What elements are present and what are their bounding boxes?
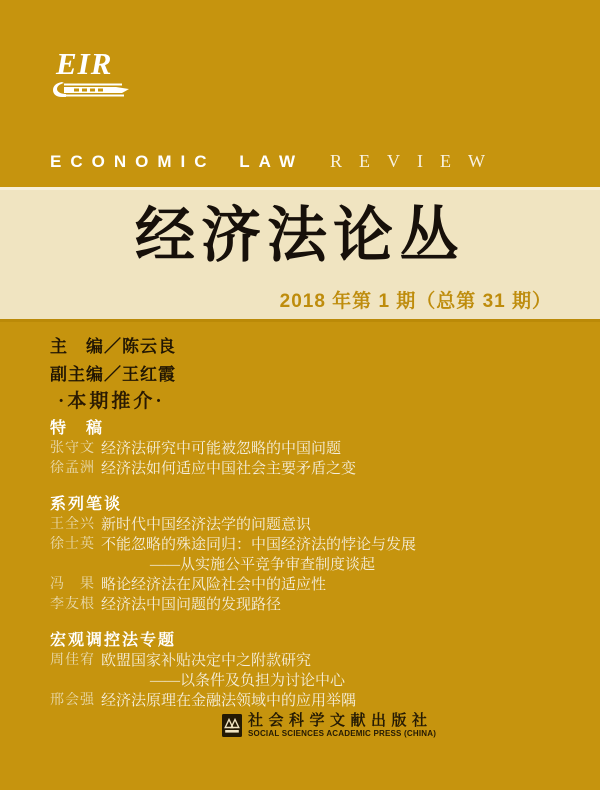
toc-entry-subtitle: ——以条件及负担为讨论中心 [150, 673, 346, 689]
journal-logo [56, 48, 146, 99]
toc-entry-subtitle: ——从实施公平竞争审查制度谈起 [150, 557, 376, 573]
table-of-contents [50, 392, 555, 711]
toc-section-heading: 宏观调控法专题 [50, 632, 177, 649]
issue-number: 2018 年第 1 期（总第 31 期） [279, 291, 552, 312]
deputy-editor: 副主编／王红霞 [50, 365, 176, 384]
journal-logo-text: EIR [56, 46, 113, 81]
editors-block [50, 333, 176, 389]
toc-entry-title: 经济法中国问题的发现路径 [101, 597, 282, 613]
title-band [0, 187, 600, 322]
toc-entry-title: 新时代中国经济法学的问题意识 [101, 517, 312, 533]
toc-entry-title: 经济法如何适应中国社会主要矛盾之变 [101, 461, 357, 477]
english-title [50, 151, 560, 172]
toc-entry [50, 575, 555, 595]
toc-entry-title: 略论经济法在风险社会中的适应性 [101, 577, 327, 593]
toc-entry-author: 徐士英 [50, 537, 95, 552]
publisher-name-cn: 社会科学文献出版社 [248, 712, 433, 729]
toc-entry [50, 535, 555, 555]
toc-entry-author: 王全兴 [50, 517, 95, 532]
toc-entry [50, 691, 555, 711]
toc-section-heading: 系列笔谈 [50, 496, 123, 513]
toc-entry-author: 邢会强 [50, 693, 95, 708]
toc-entry [50, 651, 555, 671]
toc-entry-author: 李友根 [50, 597, 95, 612]
toc-entry-title: 经济法原理在金融法领域中的应用举隅 [101, 693, 357, 709]
toc-entry-subtitle-row [50, 555, 555, 575]
toc-entry-author: 周佳宥 [50, 653, 95, 668]
publisher-block [222, 712, 436, 738]
toc-entry-title: 经济法研究中可能被忽略的中国问题 [101, 441, 342, 457]
toc-section-heading: 特 稿 [50, 420, 105, 437]
toc-entry-author: 徐孟洲 [50, 461, 95, 476]
publisher-name-en: SOCIAL SCIENCES ACADEMIC PRESS (CHINA) [248, 729, 437, 738]
toc-entry-subtitle-row [50, 671, 555, 691]
toc-entry [50, 439, 555, 459]
toc-entry [50, 515, 555, 535]
open-book-icon [52, 81, 130, 99]
toc-entry-title: 欧盟国家补贴决定中之附款研究 [101, 653, 312, 669]
publisher-logo-icon [222, 714, 242, 737]
toc-entry [50, 595, 555, 615]
publisher-text [248, 712, 436, 738]
toc-entry-author: 冯 果 [50, 577, 95, 592]
english-title-bold: ECONOMIC LAW [50, 152, 304, 171]
chief-editor: 主 编／陈云良 [50, 337, 176, 356]
toc-entry-author: 张守文 [50, 441, 95, 456]
toc-entry-title: 不能忽略的殊途同归：中国经济法的悖论与发展 [101, 537, 417, 553]
highlight-label: ·本期推介· [58, 391, 165, 412]
english-title-serif: REVIEW [330, 151, 502, 171]
journal-title: 经济法论丛 [135, 203, 465, 269]
toc-entry [50, 459, 555, 479]
